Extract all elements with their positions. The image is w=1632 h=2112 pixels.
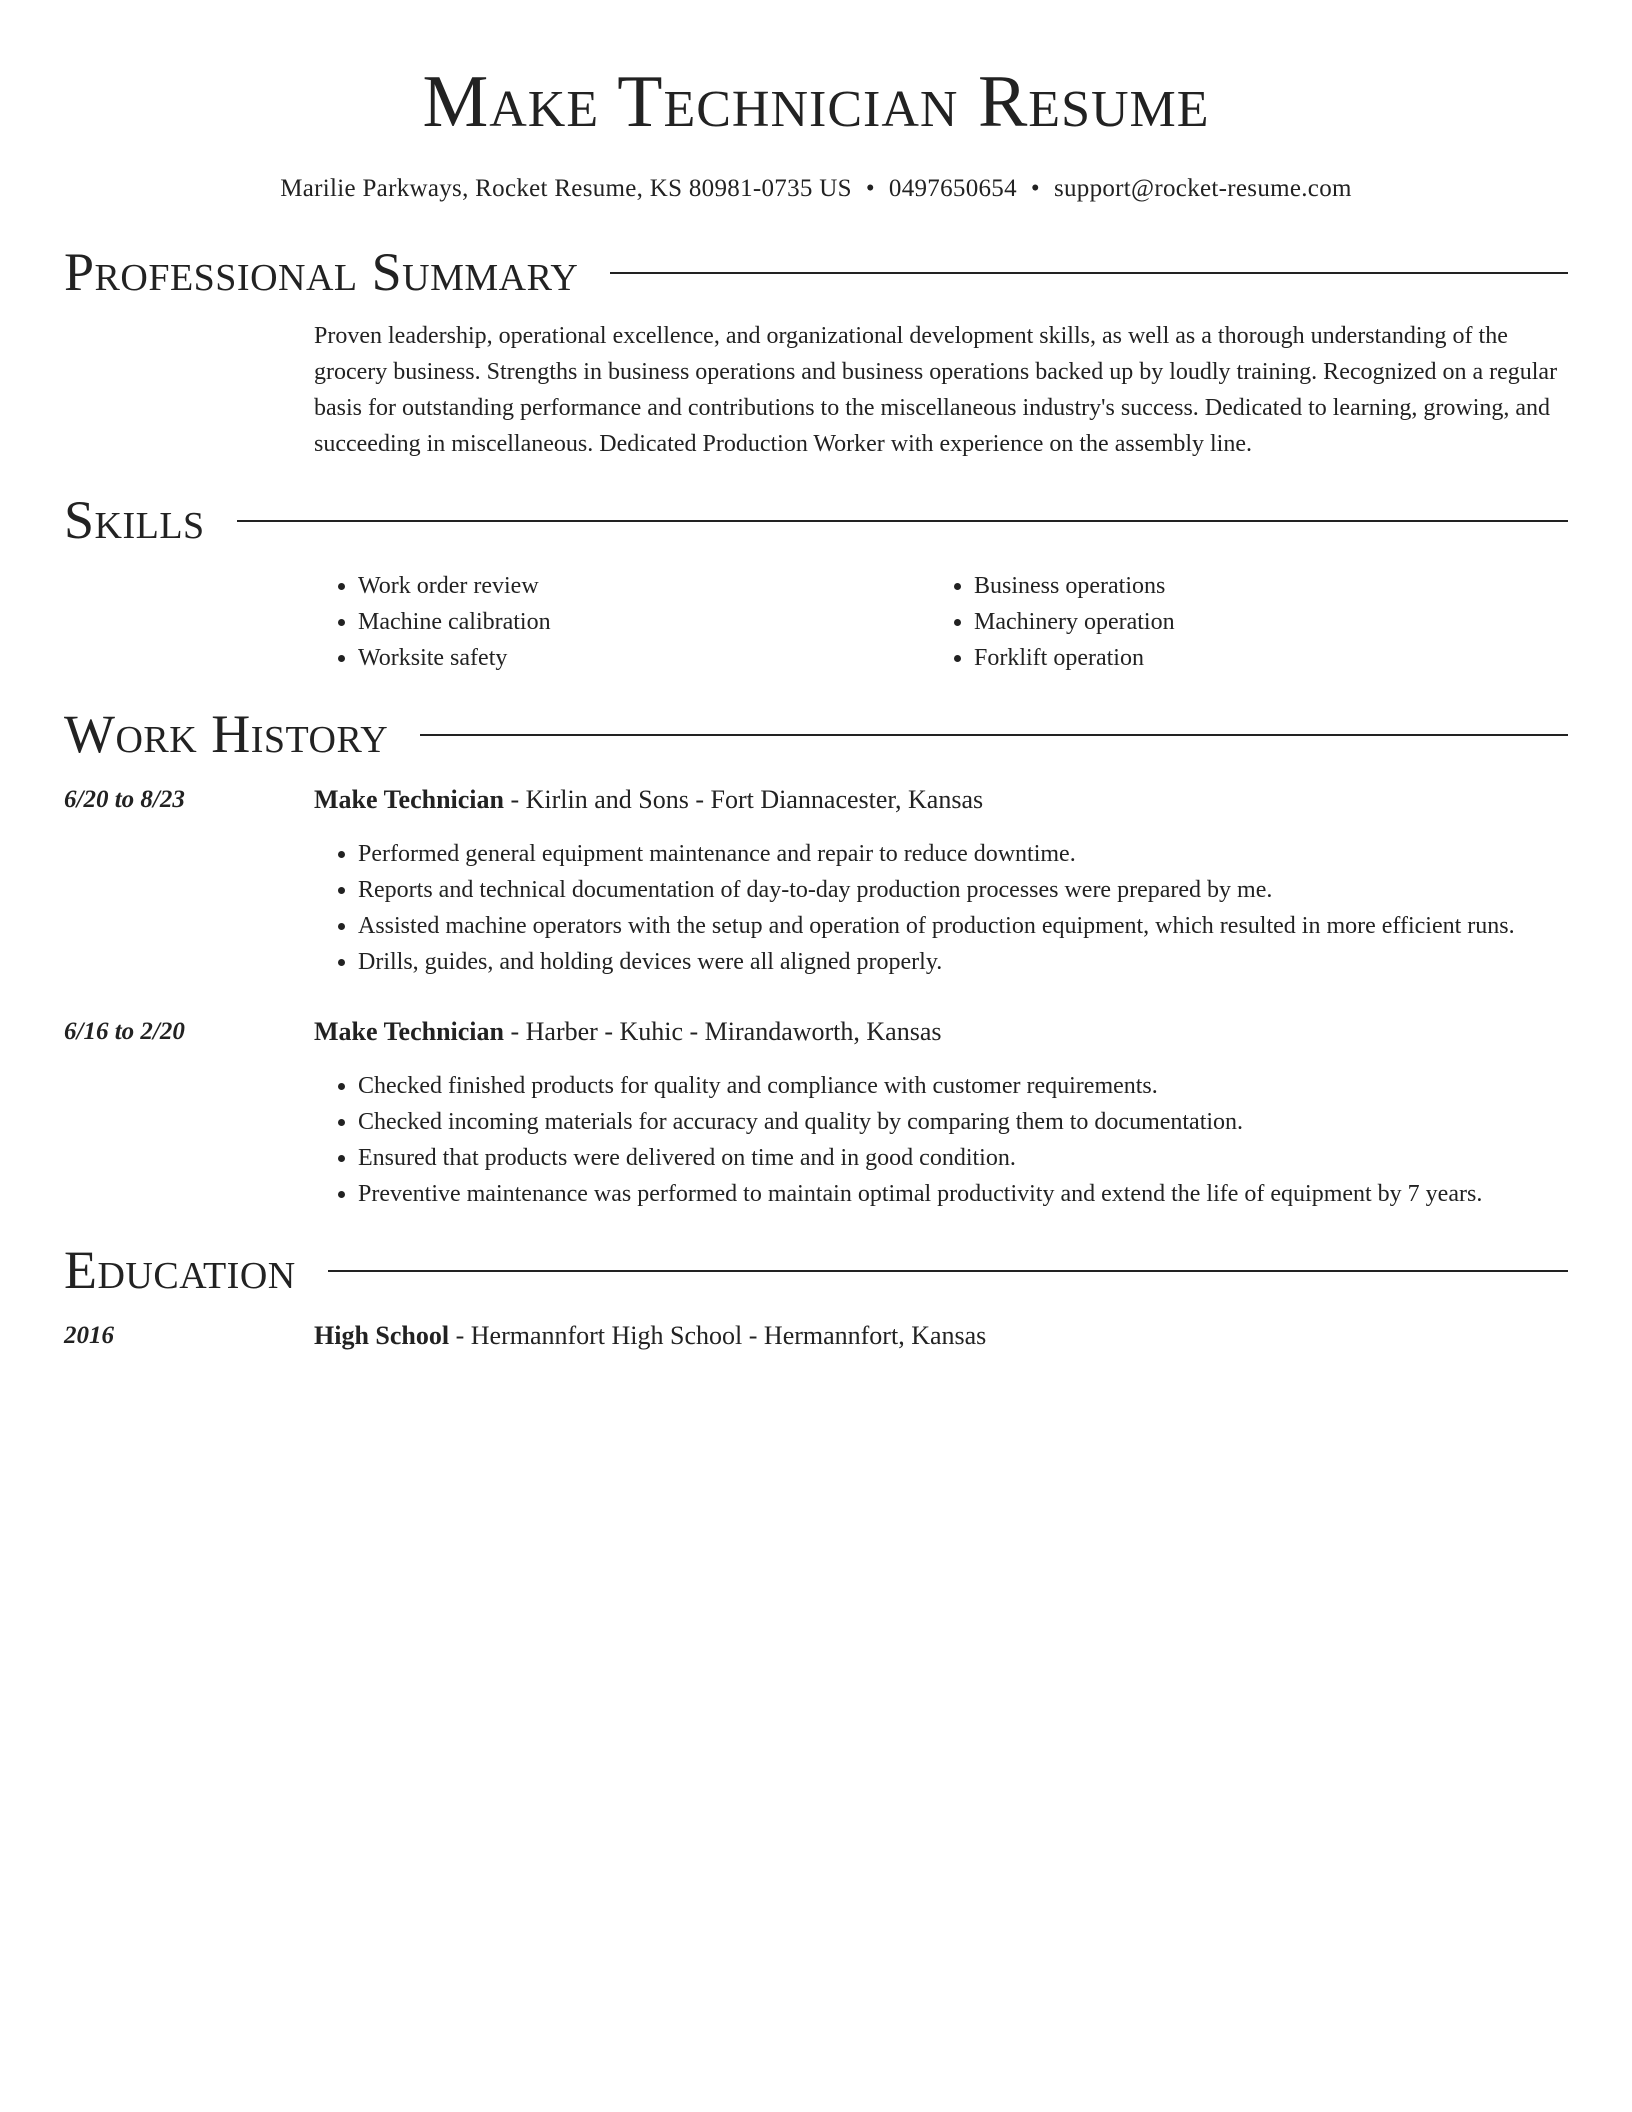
- skill-item: • Work order review: [358, 568, 930, 604]
- job-title-line: [314, 1014, 1568, 1050]
- summary-header: [64, 240, 1568, 304]
- education-heading: Education: [64, 1240, 296, 1300]
- job-role: Make Technician: [314, 785, 504, 814]
- section-divider: [610, 272, 1568, 274]
- education-section: [64, 1238, 1568, 1354]
- section-divider: [328, 1270, 1568, 1272]
- job-dates: 6/16 to 2/20: [64, 1018, 185, 1045]
- duty-item: • Ensured that products were delivered on time and in good condition.: [358, 1140, 1568, 1176]
- summary-section: [64, 240, 1568, 462]
- duty-item: • Assisted machine operators with the setup and operation of production equipment, which resulted in more efficient runs.: [358, 908, 1568, 944]
- duty-item: • Preventive maintenance was performed to maintain optimal productivity and extend the life of equipment by 7 years.: [358, 1176, 1568, 1212]
- skill-item: • Machine calibration: [358, 604, 930, 640]
- education-line: [314, 1318, 1568, 1354]
- job-title-line: [314, 782, 1568, 818]
- skills-list-right: [930, 568, 1546, 676]
- contact-address: Marilie Parkways, Rocket Resume, KS 80981-0735 US: [280, 175, 852, 202]
- duty-item: • Checked finished products for quality and compliance with customer requirements.: [358, 1068, 1568, 1104]
- duty-item: • Drills, guides, and holding devices were all aligned properly.: [358, 944, 1568, 980]
- education-degree: High School: [314, 1321, 450, 1350]
- education-entry: [64, 1318, 1568, 1354]
- job-dates: 6/20 to 8/23: [64, 786, 185, 813]
- duty-item: • Checked incoming materials for accuracy and quality by comparing them to documentation.: [358, 1104, 1568, 1140]
- job-entry: [64, 782, 1568, 980]
- work-history-section: [64, 702, 1568, 1212]
- skills-section: [64, 488, 1568, 676]
- contact-separator: •: [865, 175, 875, 202]
- education-header: [64, 1238, 1568, 1302]
- section-divider: [420, 734, 1568, 736]
- job-employer: - Kirlin and Sons - Fort Diannacester, Kansas: [503, 785, 984, 814]
- skill-item: • Worksite safety: [358, 640, 930, 676]
- job-duties: [314, 836, 1568, 980]
- education-school: - Hermannfort High School - Hermannfort, Kansas: [449, 1321, 987, 1350]
- skills-header: [64, 488, 1568, 552]
- skill-item: • Business operations: [974, 568, 1546, 604]
- skill-item: • Forklift operation: [974, 640, 1546, 676]
- contact-email: support@rocket-resume.com: [1053, 175, 1352, 202]
- work-history-header: [64, 702, 1568, 766]
- summary-text: Proven leadership, operational excellence, and organizational development skills, as well as a thorough understanding of the grocery business. Strengths in business operations and business operations backed up by loudly training. Recognized on a regular basis for outstanding performance and contributions to the miscellaneous industry's success. Dedicated to learning, growing, and succeeding in miscellaneous. Dedicated Production Worker with experience on the assembly line.: [314, 323, 1558, 457]
- section-divider: [237, 520, 1568, 522]
- job-entry: [64, 1014, 1568, 1212]
- skills-grid: [314, 568, 1568, 676]
- education-year: 2016: [64, 1322, 114, 1349]
- job-duties: [314, 1068, 1568, 1212]
- job-role: Make Technician: [314, 1017, 504, 1046]
- contact-separator: •: [1030, 175, 1040, 202]
- summary-heading: Professional Summary: [64, 242, 579, 302]
- contact-phone: 0497650654: [888, 175, 1017, 202]
- duty-item: • Reports and technical documentation of day-to-day production processes were prepared by me.: [358, 872, 1568, 908]
- skill-item: • Machinery operation: [974, 604, 1546, 640]
- duty-item: • Performed general equipment maintenance and repair to reduce downtime.: [358, 836, 1568, 872]
- contact-line: [64, 172, 1568, 206]
- job-employer: - Harber - Kuhic - Mirandaworth, Kansas: [503, 1017, 942, 1046]
- resume-title: Make Technician Resume: [422, 61, 1210, 143]
- skills-heading: Skills: [64, 490, 205, 550]
- work-history-heading: Work History: [64, 704, 389, 764]
- skills-list-left: [314, 568, 930, 676]
